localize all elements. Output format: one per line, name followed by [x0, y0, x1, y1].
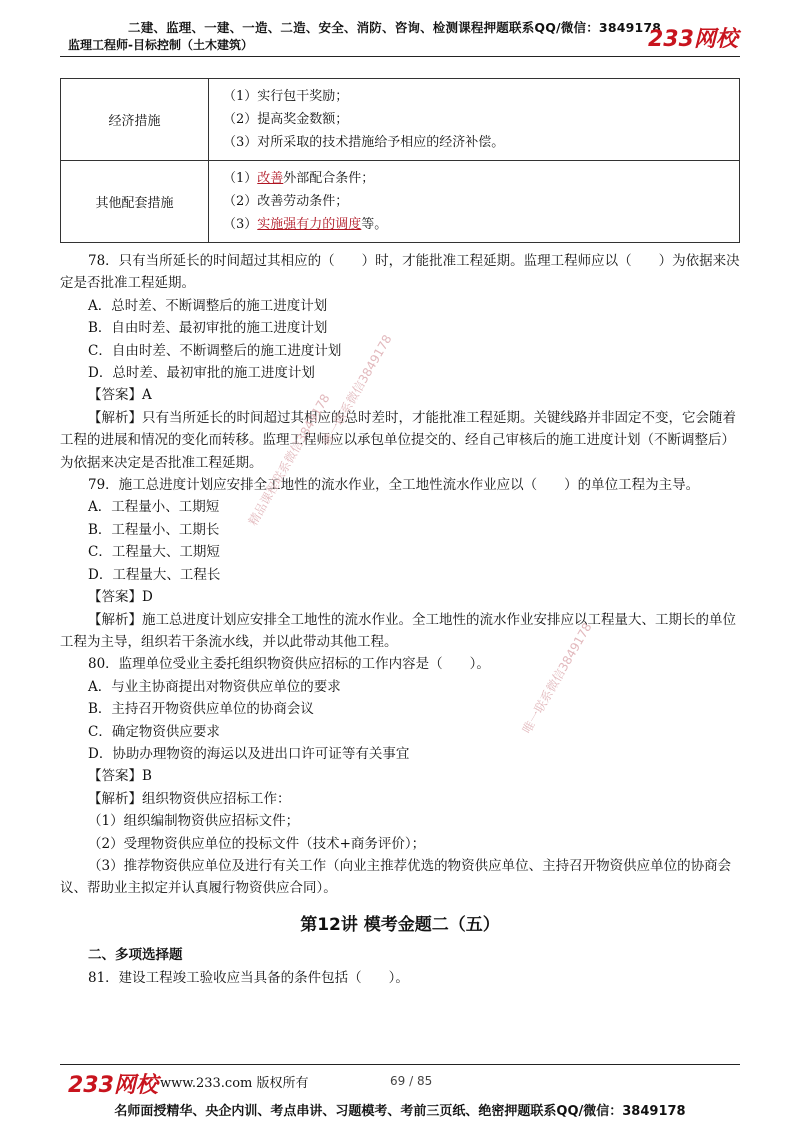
- footer-brand-logo: 233网校: [68, 1073, 158, 1098]
- footer-tagline: 名师面授精华、央企内训、考点串讲、习题模考、考前三页纸、绝密押题联系QQ/微信：3849178: [114, 1104, 686, 1119]
- footer-divider: [60, 1064, 740, 1065]
- question-78-option-c: C．自由时差、不断调整后的施工进度计划: [88, 342, 342, 359]
- page-number: 69 / 85: [390, 1074, 433, 1088]
- row-label: 经济措施: [61, 79, 209, 161]
- item-prefix: （3）: [223, 217, 258, 232]
- question-80-option-d: D．协助办理物资的海运以及进出口许可证等有关事宜: [88, 745, 410, 762]
- header-contact-line: 二建、监理、一建、一造、二造、安全、消防、咨询、检测课程押题联系QQ/微信：3849178: [128, 20, 662, 35]
- list-item: [223, 213, 725, 236]
- question-79-option-a: A．工程量小、工期短: [88, 499, 220, 516]
- question-79-answer: 【答案】D: [88, 589, 153, 606]
- question-80-analysis-item: （3）推荐物资供应单位及进行有关工作（向业主推荐优选的物资供应单位、主持召开物资供应单位的协商会议、帮助业主拟定并认真履行物资供应合同）。: [60, 857, 732, 897]
- list-item: （2）提高奖金数额；: [223, 112, 349, 127]
- question-80-answer: 【答案】B: [88, 768, 152, 785]
- question-78-stem: 78．只有当所延长的时间超过其相应的（ ）时，才能批准工程延期。监理工程师应以（ ）为依据来决定是否批准工程延期。: [60, 253, 740, 292]
- question-78-option-b: B．自由时差、最初审批的施工进度计划: [88, 320, 328, 337]
- watermark: 唯一联系微信3849178: [319, 332, 395, 448]
- section-subheading: 二、多项选择题: [88, 947, 183, 964]
- list-item: （3）对所采取的技术措施给予相应的经济补偿。: [223, 135, 505, 150]
- watermark: 精品课程联系微信3849178: [245, 391, 333, 528]
- header-course-title: 监理工程师-目标控制（土木建筑）: [68, 38, 253, 52]
- question-80-option-a: A．与业主协商提出对物资供应单位的要求: [88, 678, 341, 695]
- row-content: [209, 79, 740, 161]
- row-label: 其他配套措施: [61, 161, 209, 243]
- question-81-stem: 81．建设工程竣工验收应当具备的条件包括（ ）。: [88, 969, 409, 986]
- question-79-analysis: 【解析】施工总进度计划应安排全工地性的流水作业。全工地性的流水作业安排应以工程量大、工期长的单位工程为主导，组织若干条流水线，并以此带动其他工程。: [60, 611, 736, 650]
- row-content: [209, 161, 740, 243]
- question-80-stem: 80．监理单位受业主委托组织物资供应招标的工作内容是（ ）。: [88, 656, 490, 673]
- list-item: [223, 167, 725, 190]
- item-prefix: （2）改善劳动条件；: [223, 194, 349, 209]
- question-79-option-b: B．工程量小、工期长: [88, 521, 220, 538]
- question-80-analysis-item: （2）受理物资供应单位的投标文件（技术+商务评价）；: [88, 835, 426, 852]
- question-78-answer: 【答案】A: [88, 387, 152, 404]
- footer-copyright: www.233.com 版权所有: [160, 1076, 309, 1091]
- item-suffix: 外部配合条件；: [283, 171, 375, 186]
- highlighted-text: 改善: [257, 171, 284, 186]
- question-80-option-c: C．确定物资供应要求: [88, 723, 220, 740]
- header-divider: [60, 56, 740, 57]
- question-80-option-b: B．主持召开物资供应单位的协商会议: [88, 701, 314, 718]
- question-78-option-d: D．总时差、最初审批的施工进度计划: [88, 365, 315, 382]
- section-title: 第12讲 模考金题二（五）: [300, 914, 500, 935]
- list-item: [223, 190, 725, 213]
- question-80-analysis-heading: 【解析】组织物资供应招标工作：: [88, 790, 291, 807]
- table-row: [61, 161, 740, 243]
- questions-body: [60, 250, 740, 989]
- list-item: （1）实行包干奖励；: [223, 89, 349, 104]
- question-79-option-d: D．工程量大、工程长: [88, 566, 221, 583]
- watermark: 唯一联系微信3849178: [519, 620, 595, 736]
- question-78-analysis: 【解析】只有当所延长的时间超过其相应的总时差时，才能批准工程延期。关键线路并非固定不变，它会随着工程的进展和情况的变化而转移。监理工程师应以承包单位提交的、经自己审核后的施工进度计划（不断调整后）为依据来决定是否批准工程延期。: [60, 409, 736, 471]
- question-79-option-c: C．工程量大、工期短: [88, 544, 220, 561]
- question-80-analysis-item: （1）组织编制物资供应招标文件；: [88, 813, 300, 830]
- question-79-stem: 79．施工总进度计划应安排全工地性的流水作业，全工地性流水作业应以（ ）的单位工程为主导。: [88, 477, 700, 494]
- item-prefix: （1）: [223, 171, 258, 186]
- highlighted-text: 实施强有力的调度: [257, 217, 362, 232]
- measures-table: [60, 78, 740, 243]
- item-suffix: 等。: [361, 217, 388, 232]
- brand-logo: 233网校: [648, 27, 738, 52]
- question-78-option-a: A．总时差、不断调整后的施工进度计划: [88, 297, 328, 314]
- table-row: [61, 79, 740, 161]
